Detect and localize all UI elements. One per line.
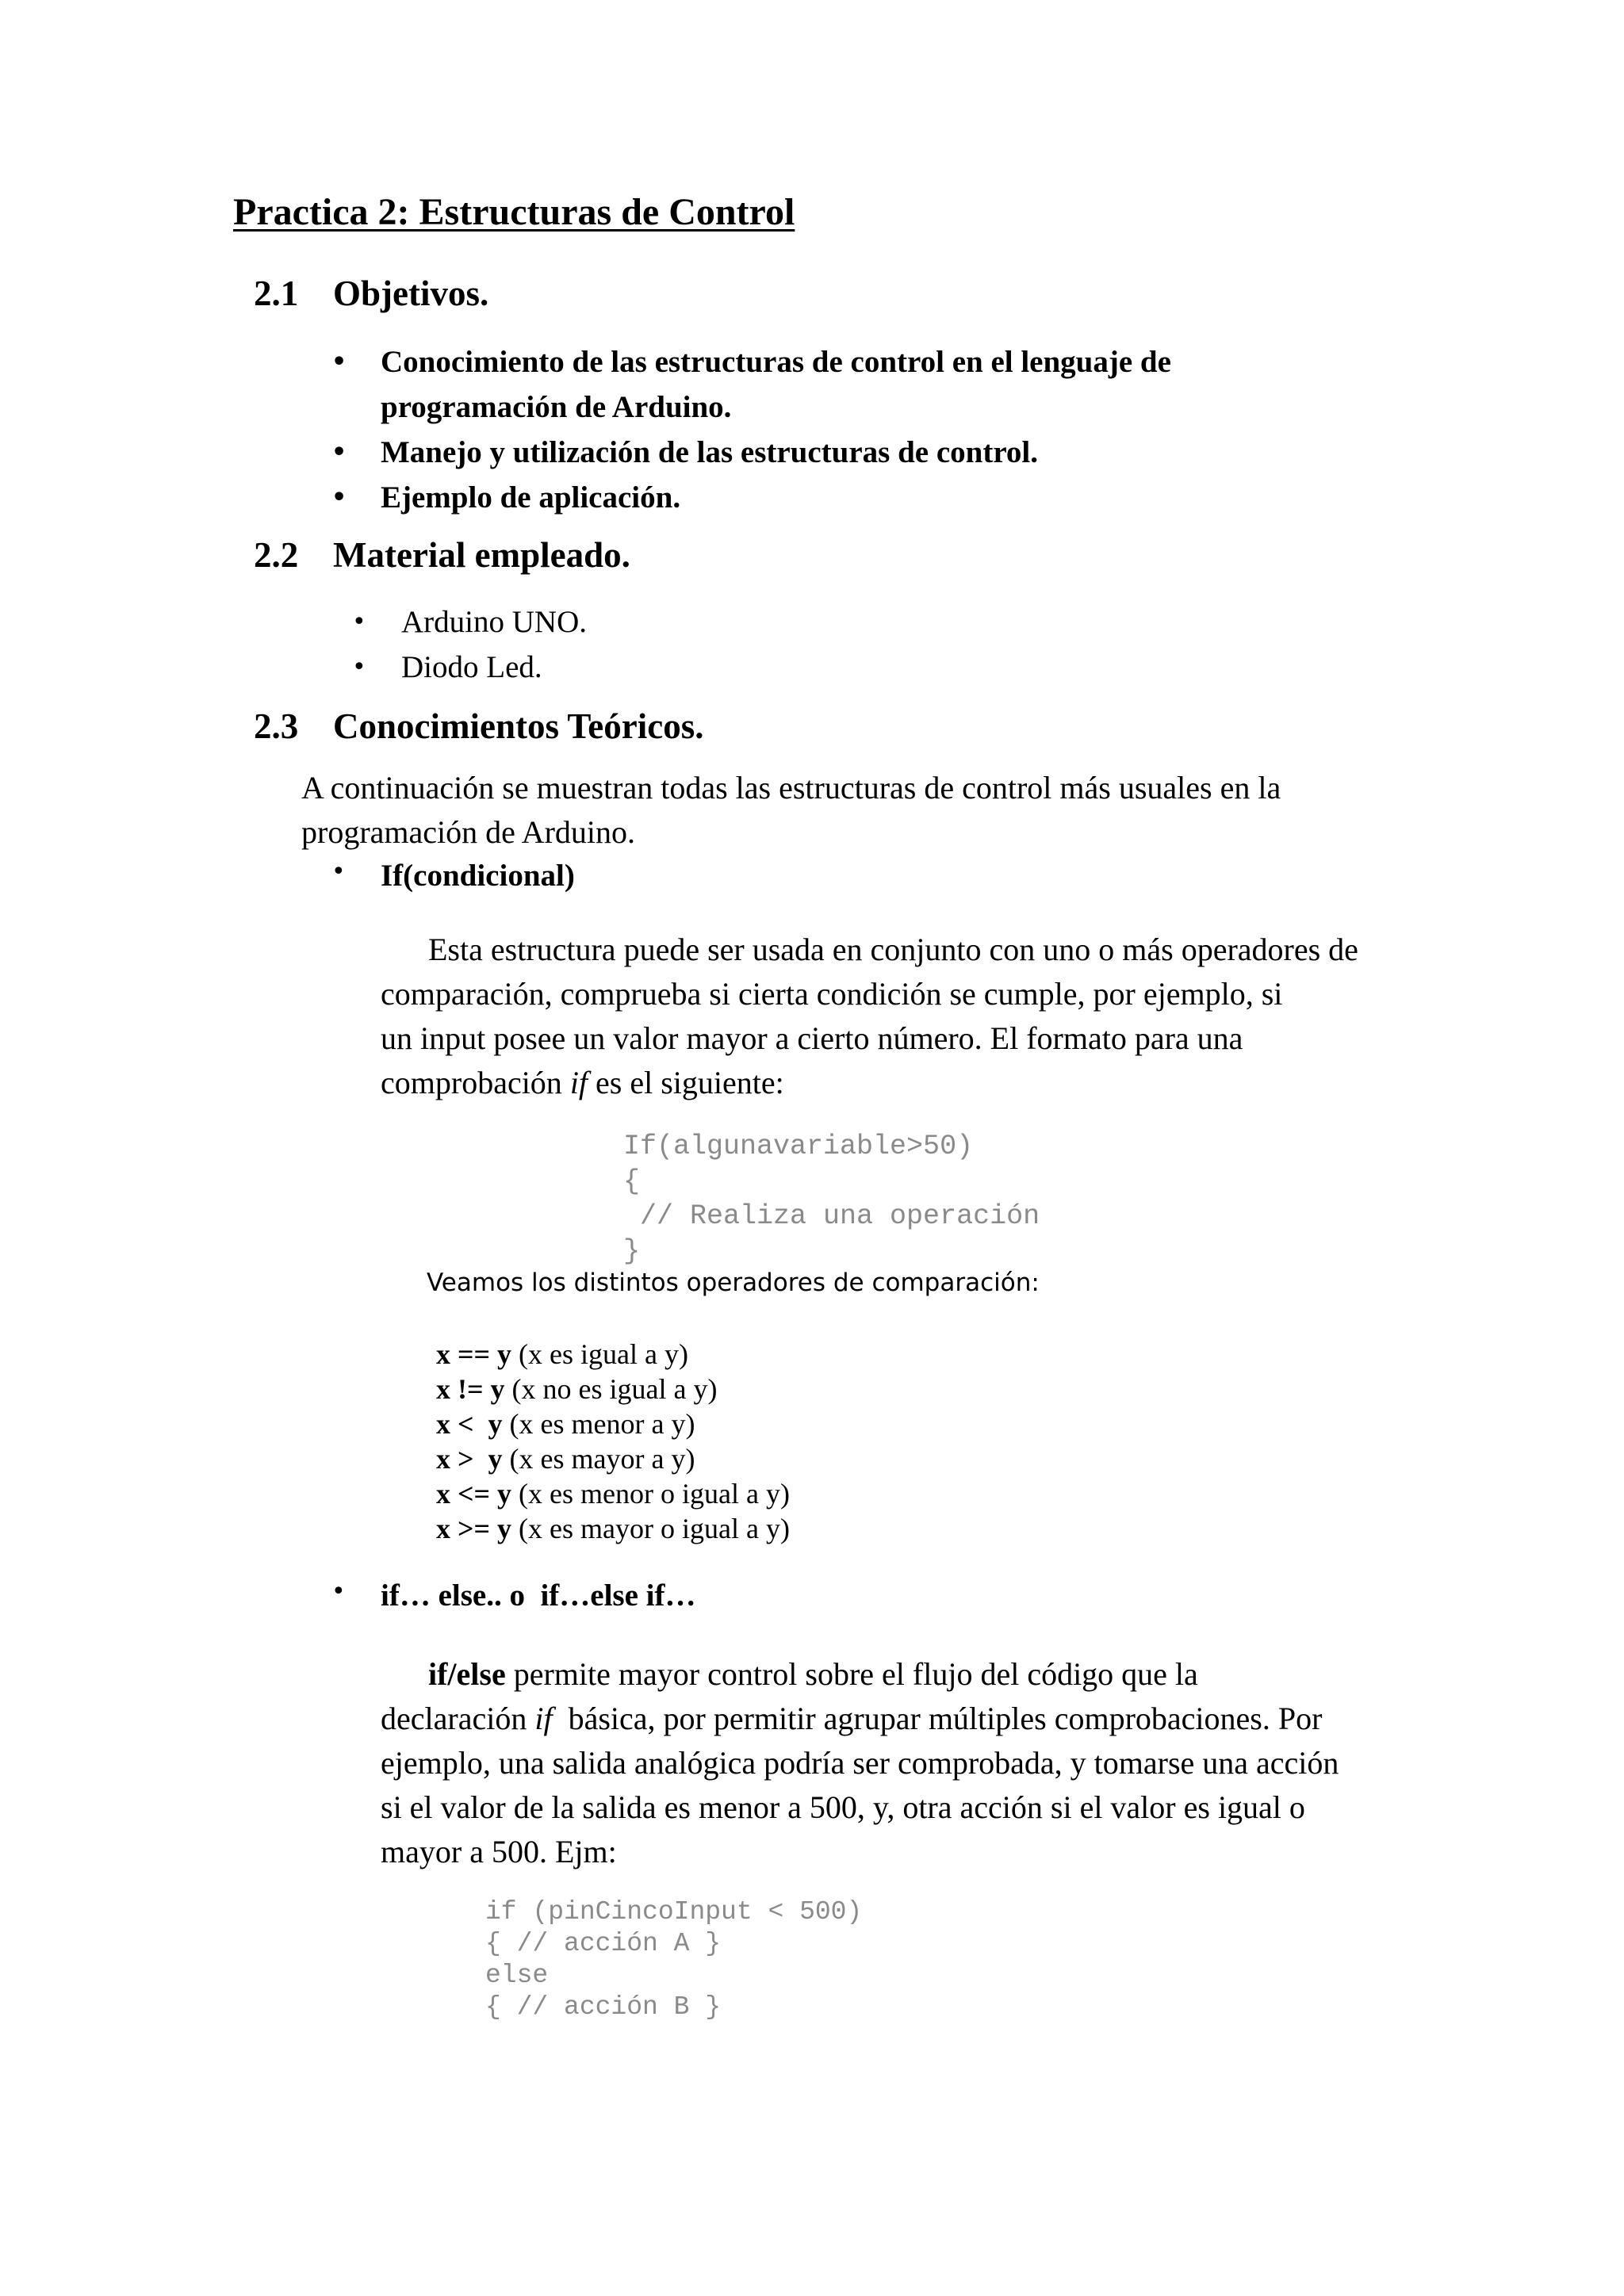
list-item: • Arduino UNO. <box>401 599 587 645</box>
materials-list <box>352 599 587 690</box>
bullet-icon: • <box>352 653 366 681</box>
operator-row: x > y (x es mayor a y) <box>436 1443 695 1475</box>
operators-list <box>436 1337 790 1546</box>
ifelse-code-block: if (pinCincoInput < 500) { // acción A } else { // acción B } <box>485 1897 863 2022</box>
bullet-icon: • <box>331 484 347 511</box>
paragraph-line: declaración if básica, por permitir agrupar múltiples comprobaciones. Por <box>381 1701 1323 1736</box>
section-title: Objetivos. <box>333 274 489 313</box>
bullet-icon: • <box>331 348 347 376</box>
operator-row: x <= y (x es menor o igual a y) <box>436 1478 790 1510</box>
paragraph-line: comparación, comprueba si cierta condición se cumple, por ejemplo, si <box>381 976 1283 1012</box>
paragraph-line: comprobación if es el siguiente: <box>381 1065 784 1100</box>
intro-paragraph: A continuación se muestran todas las estructuras de control más usuales en la programación de Arduino. <box>301 770 1281 850</box>
paragraph-line: un input posee un valor mayor a cierto número. El formato para una <box>381 1020 1243 1056</box>
ifelse-bullet-heading: • if… else.. o if…else if… <box>331 1578 696 1613</box>
paragraph-line: mayor a 500. Ejm: <box>381 1834 617 1869</box>
section-number: 2.1 <box>254 274 299 313</box>
bullet-icon: • <box>331 438 347 466</box>
if-bullet-heading: • If(condicional) <box>331 858 575 893</box>
bullet-icon: • <box>331 1578 346 1605</box>
objectives-list <box>331 339 1332 520</box>
ifelse-paragraph <box>381 1652 1411 1874</box>
paragraph-line: ejemplo, una salida analógica podría ser comprobada, y tomarse una acción <box>381 1745 1339 1781</box>
operator-row: x >= y (x es mayor o igual a y) <box>436 1513 790 1544</box>
operators-intro: Veamos los distintos operadores de comparación: <box>427 1269 1040 1297</box>
list-item: • Diodo Led. <box>401 645 587 690</box>
operator-row: x < y (x es menor a y) <box>436 1408 695 1440</box>
section-title: Conocimientos Teóricos. <box>333 706 704 746</box>
page-title: Practica 2: Estructuras de Control <box>233 191 795 233</box>
list-item: • Conocimiento de las estructuras de control en el lenguaje de programación de Arduino. <box>381 339 1332 430</box>
paragraph-line: si el valor de la salida es menor a 500, y, otra acción si el valor es igual o <box>381 1789 1305 1825</box>
bullet-icon: • <box>331 858 346 886</box>
section-number: 2.2 <box>254 535 299 575</box>
list-item: • Ejemplo de aplicación. <box>381 475 1332 520</box>
section-title: Material empleado. <box>333 535 630 575</box>
if-paragraph <box>381 928 1411 1105</box>
section-number: 2.3 <box>254 706 299 746</box>
operator-row: x == y (x es igual a y) <box>436 1338 688 1370</box>
paragraph-line: Esta estructura puede ser usada en conjunto con uno o más operadores de <box>428 932 1358 967</box>
paragraph-line: if/else permite mayor control sobre el flujo del código que la <box>428 1656 1198 1692</box>
bullet-icon: • <box>352 608 366 636</box>
list-item: • Manejo y utilización de las estructuras de control. <box>381 430 1332 475</box>
operator-row: x != y (x no es igual a y) <box>436 1373 718 1405</box>
if-code-block: If(algunavariable>50) { // Realiza una operación } <box>623 1131 1040 1267</box>
